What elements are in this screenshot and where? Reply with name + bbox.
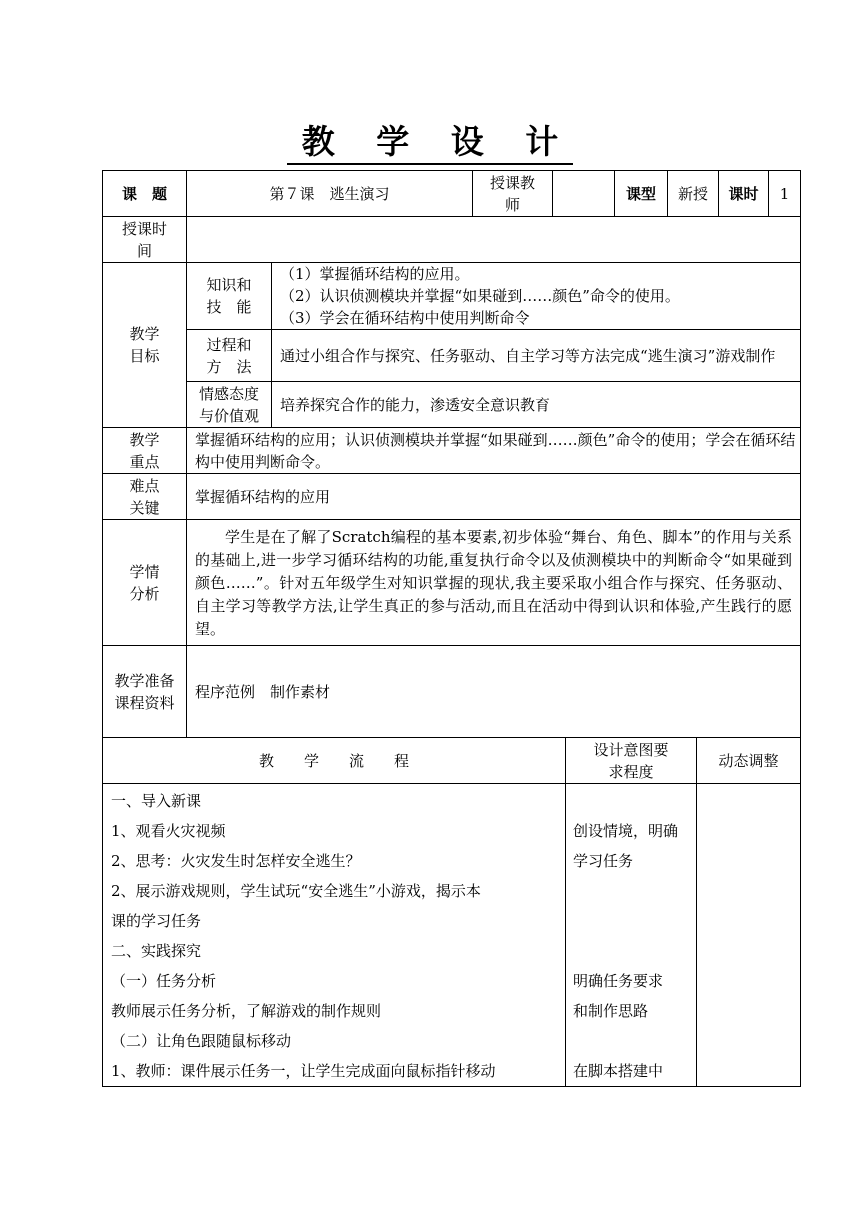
flow-line: 2、思考：火灾发生时怎样安全逃生？ [111, 852, 361, 870]
prep-label: 教学准备课程资料 [114, 671, 175, 712]
flow-content [111, 786, 563, 1086]
intent-line: 在脚本搭建中 [573, 1062, 664, 1080]
analysis-label: 学情分析 [129, 562, 160, 603]
knowledge-item-3: （3）学会在循环结构中使用判断命令 [280, 309, 530, 327]
intent-line [573, 936, 695, 966]
type-value: 新授 [677, 184, 708, 203]
time-label: 授课时间 [121, 219, 167, 260]
flow-line: 课的学习任务 [111, 912, 202, 930]
flow-header-process: 教 学 流 程 [258, 751, 409, 770]
process-label: 过程和方 法 [206, 335, 252, 376]
flow-line: （一）任务分析 [111, 972, 217, 990]
knowledge-label: 知识和技 能 [206, 276, 252, 316]
hours-label: 课时 [728, 184, 759, 203]
intent-content [573, 786, 695, 1086]
difficulties-label: 难点关键 [129, 476, 160, 517]
type-label: 课型 [625, 184, 656, 203]
difficulties-value: 掌握循环结构的应用 [195, 487, 331, 506]
objectives-label: 教学目标 [129, 325, 160, 365]
flow-header-adjust: 动态调整 [718, 751, 779, 770]
key-points-value: 掌握循环结构的应用；认识侦测模块并掌握“如果碰到……颜色”命令的使用；学会在循环结构中使用判断命令。 [195, 430, 796, 471]
knowledge-list [272, 263, 800, 329]
intent-line: 创设情境，明确 [573, 822, 679, 840]
flow-line: 1、观看火灾视频 [111, 822, 226, 840]
intent-line [573, 906, 695, 936]
document-title: 教 学 设 计 [0, 116, 860, 163]
intent-line [573, 786, 695, 816]
flow-line: 教师展示任务分析，了解游戏的制作规则 [111, 1002, 382, 1020]
time-value [187, 217, 800, 262]
intent-line: 学习任务 [573, 852, 634, 870]
flow-line: （二）让角色跟随鼠标移动 [111, 1032, 292, 1050]
intent-line: 和制作思路 [573, 1002, 649, 1020]
hours-value: 1 [779, 184, 790, 203]
intent-line [573, 1026, 695, 1056]
prep-value: 程序范例 制作素材 [195, 682, 331, 701]
knowledge-item-1: （1）掌握循环结构的应用。 [280, 265, 470, 283]
intent-line: 明确任务要求 [573, 972, 664, 990]
knowledge-item-2: （2）认识侦测模块并掌握“如果碰到……颜色”命令的使用。 [280, 287, 680, 305]
intent-line [573, 876, 695, 906]
topic-label: 课 题 [121, 184, 167, 203]
analysis-value: 学生是在了解了Scratch编程的基本要素,初步体验“舞台、角色、脚本”的作用与关系的基础上,进一步学习循环结构的功能,重复执行命令以及侦测模块中的判断命令“如果碰到颜色……”。针对五年级学生对知识掌握的现状,我主要采取小组合作与探究、任务驱动、自主学习等教学方法,让学生真正的参与活动,而且在活动中得到认识和体验,产生践行的愿望。 [195, 528, 792, 638]
flow-header-intent: 设计意图要求程度 [593, 740, 669, 781]
emotion-label: 情感态度与价值观 [198, 384, 259, 425]
teacher-value [553, 171, 614, 216]
teacher-label: 授课教师 [489, 173, 535, 214]
flow-line: 1、教师：课件展示任务一，让学生完成面向鼠标指针移动 [111, 1062, 496, 1080]
flow-line: 一、导入新课 [111, 792, 202, 810]
process-value: 通过小组合作与探究、任务驱动、自主学习等方法完成“逃生演习”游戏制作 [280, 346, 776, 365]
emotion-value: 培养探究合作的能力，渗透安全意识教育 [280, 395, 551, 414]
topic-value: 第７课 逃生演习 [269, 184, 390, 203]
flow-line: 二、实践探究 [111, 942, 202, 960]
key-points-label: 教学重点 [129, 430, 160, 471]
flow-line: 2、展示游戏规则，学生试玩“安全逃生”小游戏，揭示本 [111, 882, 481, 900]
